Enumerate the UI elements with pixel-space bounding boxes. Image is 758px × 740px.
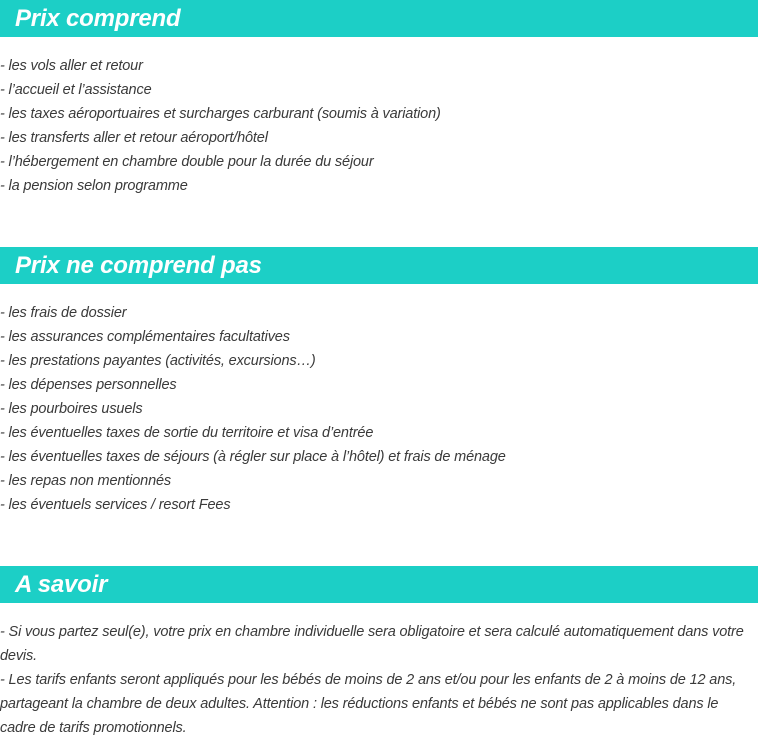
list-item: - les taxes aéroportuaires et surcharges carburant (soumis à variation) xyxy=(0,106,441,122)
list-item: - les éventuelles taxes de sortie du territoire et visa d’entrée xyxy=(0,425,374,441)
included-list xyxy=(0,54,758,198)
list-item: - les transferts aller et retour aéroport/hôtel xyxy=(0,130,268,146)
section-title: A savoir xyxy=(15,571,108,598)
list-item: - la pension selon programme xyxy=(0,178,188,194)
list-item: - l’hébergement en chambre double pour la durée du séjour xyxy=(0,154,374,170)
list-item: - l’accueil et l’assistance xyxy=(0,82,152,98)
list-item: - les pourboires usuels xyxy=(0,401,143,417)
not-included-list xyxy=(0,301,758,517)
list-item: - les dépenses personnelles xyxy=(0,377,177,393)
section-header-prix-comprend xyxy=(0,0,758,37)
list-item: - les éventuelles taxes de séjours (à régler sur place à l’hôtel) et frais de ménage xyxy=(0,449,506,465)
list-item: - les éventuels services / resort Fees xyxy=(0,497,231,513)
list-item: - les repas non mentionnés xyxy=(0,473,172,489)
info-paragraph: - Les tarifs enfants seront appliqués pour les bébés de moins de 2 ans et/ou pour les enfants de 2 à moins de 12 ans, partageant la chambre de deux adultes. Attention : les réductions enfants et bébés ne sont pas applicables dans le cadre de tarifs promotionnels. xyxy=(0,672,737,736)
list-item: - les vols aller et retour xyxy=(0,58,143,74)
section-title: Prix ne comprend pas xyxy=(15,252,262,279)
section-header-a-savoir xyxy=(0,566,758,603)
list-item: - les assurances complémentaires facultatives xyxy=(0,329,290,345)
list-item: - les frais de dossier xyxy=(0,305,127,321)
section-title: Prix comprend xyxy=(15,5,181,32)
info-paragraph: - Si vous partez seul(e), votre prix en chambre individuelle sera obligatoire et sera calculé automatiquement dans votre devis. xyxy=(0,624,744,664)
section-header-prix-ne-comprend-pas xyxy=(0,247,758,284)
list-item: - les prestations payantes (activités, excursions…) xyxy=(0,353,316,369)
good-to-know-block xyxy=(0,620,752,740)
